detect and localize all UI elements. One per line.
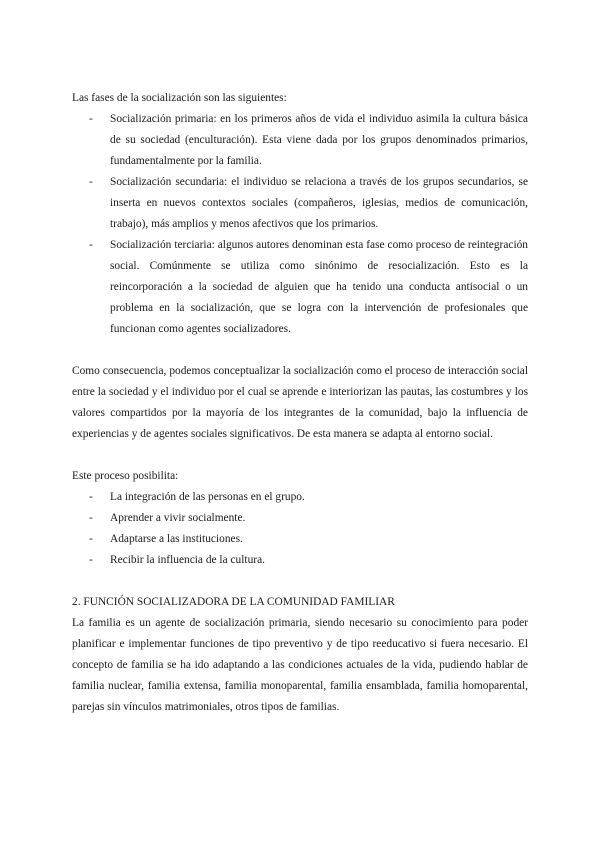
spacer [72,340,528,361]
phases-intro: Las fases de la socialización son las siguientes: [72,92,287,104]
list-item: - Aprender a vivir socialmente. [110,508,528,529]
list-item: - La integración de las personas en el grupo. [110,487,528,508]
section-heading: 2. FUNCIÓN SOCIALIZADORA DE LA COMUNIDAD FAMILIAR [72,596,395,608]
spacer [72,445,528,466]
enables-intro: Este proceso posibilita: [72,470,179,482]
spacer [72,571,528,592]
consequence-paragraph: Como consecuencia, podemos conceptualizar la socialización como el proceso de interacción social entre la sociedad y el individuo por el cual se aprende e interiorizan las pautas, las costumbres y los valores compartidos por la mayoría de los integrantes de la comunidad, bajo la influencia de experiencias y de agentes sociales significativos. De esta manera se adapta al entorno social. [72,365,528,440]
list-item: - Socialización secundaria: el individuo se relaciona a través de los grupos secundarios, se inserta en nuevos contextos sociales (compañeros, iglesias, medios de comunicación, trabajo), más amplios y menos afectivos que los primarios. [110,172,528,235]
list-item: - Socialización terciaria: algunos autores denominan esta fase como proceso de reintegración social. Comúnmente se utiliza como sinónimo de resocialización. Esto es la reincorporación a la sociedad de alguien que ha tenido una conducta antisocial o un problema en la socialización, que se logra con la intervención de profesionales que funcionan como agentes socializadores. [110,235,528,340]
list-item: - Socialización primaria: en los primeros años de vida el individuo asimila la cultura básica de su sociedad (enculturación). Esta viene dada por los grupos denominados primarios, fundamentalmente por la familia. [110,109,528,172]
section-paragraph: La familia es un agente de socialización primaria, siendo necesario su conocimiento para poder planificar e implementar funciones de tipo preventivo y de tipo reeducativo si fuera necesario. El concepto de familia se ha ido adaptando a las condiciones actuales de la vida, pudiendo hablar de familia nuclear, familia extensa, familia monoparental, familia ensamblada, familia homoparental, parejas sin vínculos matrimoniales, otros tipos de familias. [72,617,528,713]
list-item: - Recibir la influencia de la cultura. [110,550,528,571]
enables-list [72,487,528,571]
list-item: - Adaptarse a las instituciones. [110,529,528,550]
document-body [72,88,528,718]
phases-list [72,109,528,340]
